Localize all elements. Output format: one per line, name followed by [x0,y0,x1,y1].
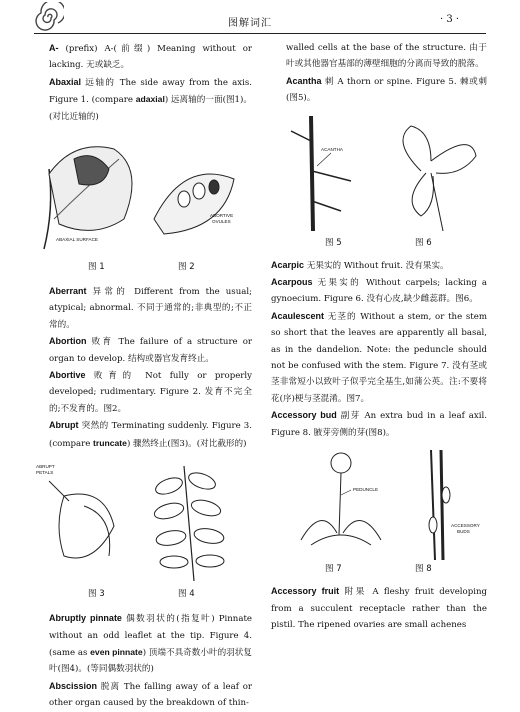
page-header [0,0,520,34]
right-column [271,40,487,633]
fig3-caption: 图 3 [88,589,105,600]
svg-text:PEDUNCLE: PEDUNCLE [353,487,379,493]
running-title: 图解词汇 [228,18,272,29]
entry-acaulescent: Acaulescent 无茎的 Without a stem, or the stem so short that the leaves are apparently all basal, as in the dandelion. Note: the peduncle should not be confused with the stem. Figure 7. 没有茎或茎非常短小以致叶子似乎完全基生,如蒲公英。注:不要将花(序)梗与茎混淆。图7。 [271,310,487,404]
fig4-caption: 图 4 [178,589,195,600]
entry-abscission: Abscission 脱离 The falling away of a leaf or other organ caused by the breakdown of thin- [49,680,252,709]
entry-a: A- (prefix) A-(前缀) Meaning without or lacking. 无或缺乏。 [49,43,252,71]
svg-text:OVULES: OVULES [212,219,231,225]
svg-text:PETALS: PETALS [36,470,54,476]
fig2-caption: 图 2 [178,262,195,273]
fig6-caption: 图 6 [415,237,432,248]
fig1-caption: 图 1 [88,262,105,273]
svg-text:ABAXIAL SURFACE: ABAXIAL SURFACE [56,237,98,243]
entry-abaxial: Abaxial 远轴的 The side away from the axis. Figure 1. (compare adaxial) 远离轴的一面(图1)。(对比近轴的) [49,76,252,122]
svg-text:ABRUPT: ABRUPT [36,464,55,470]
figures-3-4 [34,456,252,606]
spiral-logo-icon [32,2,64,32]
entry-accessory-fruit: Accessory fruit 附果 A fleshy fruit developing from a succulent receptacle rather than the pistil. The ripened ovaries are small achenes [271,586,487,630]
fig7-caption: 图 7 [325,564,342,575]
entry-abrupt: Abrupt 突然的 Terminating suddenly. Figure 3. (compare truncate) 骤然终止(图3)。(对比截形的) [49,420,252,449]
header-rule [34,33,486,34]
page-number: · 3 · [440,14,460,25]
fig5-caption: 图 5 [325,237,342,248]
fig8-caption: 图 8 [415,564,432,575]
entry-abscission-continued: walled cells at the base of the structure. 由于叶或其他器官基部的薄壁细胞的分离而导致的脱落。 [286,43,487,70]
entry-abruptly-pinnate: Abruptly pinnate 偶数羽状的(指复叶) Pinnate without an odd leaflet at the tip. Figure 4. (same as even pinnate) 顶端不具奇数小叶的羽状复叶(图4)。(等同偶数羽状的) [49,613,253,675]
fig3-4-illustration [34,456,252,586]
entry-abortion: Abortion 败育 The failure of a structure or organ to develop. 结构或器官发育终止。 [49,336,252,364]
svg-text:ACANTHA: ACANTHA [321,146,343,152]
svg-text:ABORTIVE: ABORTIVE [210,213,234,219]
entry-acarpic: Acarpic 无果实的 Without fruit. 没有果实。 [271,259,449,271]
fig1-abaxial-leaf-illustration [34,129,252,259]
left-column [34,40,252,712]
figures-7-8 [271,445,487,579]
entry-aberrant: Aberrant 异常的 Different from the usual; atypical; abnormal. 不同于通常的;非典型的;不正常的。 [49,286,252,330]
entry-acarpous: Acarpous 无果实的 Without carpels; lacking a gynoecium. Figure 6. 没有心皮,缺少雌蕊群。图6。 [271,277,487,305]
svg-text:BUDS: BUDS [457,529,470,535]
entry-accessory-bud: Accessory bud 副芽 An extra bud in a leaf axil. Figure 8. 腋芽旁侧的芽(图8)。 [271,410,487,438]
figures-1-2 [34,129,252,279]
figures-5-6 [271,111,487,253]
fig5-6-illustration [271,111,487,235]
entry-abortive: Abortive 败育的 Not fully or properly developed; rudimentary. Figure 2. 发育不完全的;不发育的。图2。 [49,370,252,414]
fig7-8-illustration [271,445,487,561]
svg-text:ACCESSORY: ACCESSORY [451,523,480,529]
entry-acantha: Acantha 刺 A thorn or spine. Figure 5. 棘或刺(图5)。 [286,75,487,104]
